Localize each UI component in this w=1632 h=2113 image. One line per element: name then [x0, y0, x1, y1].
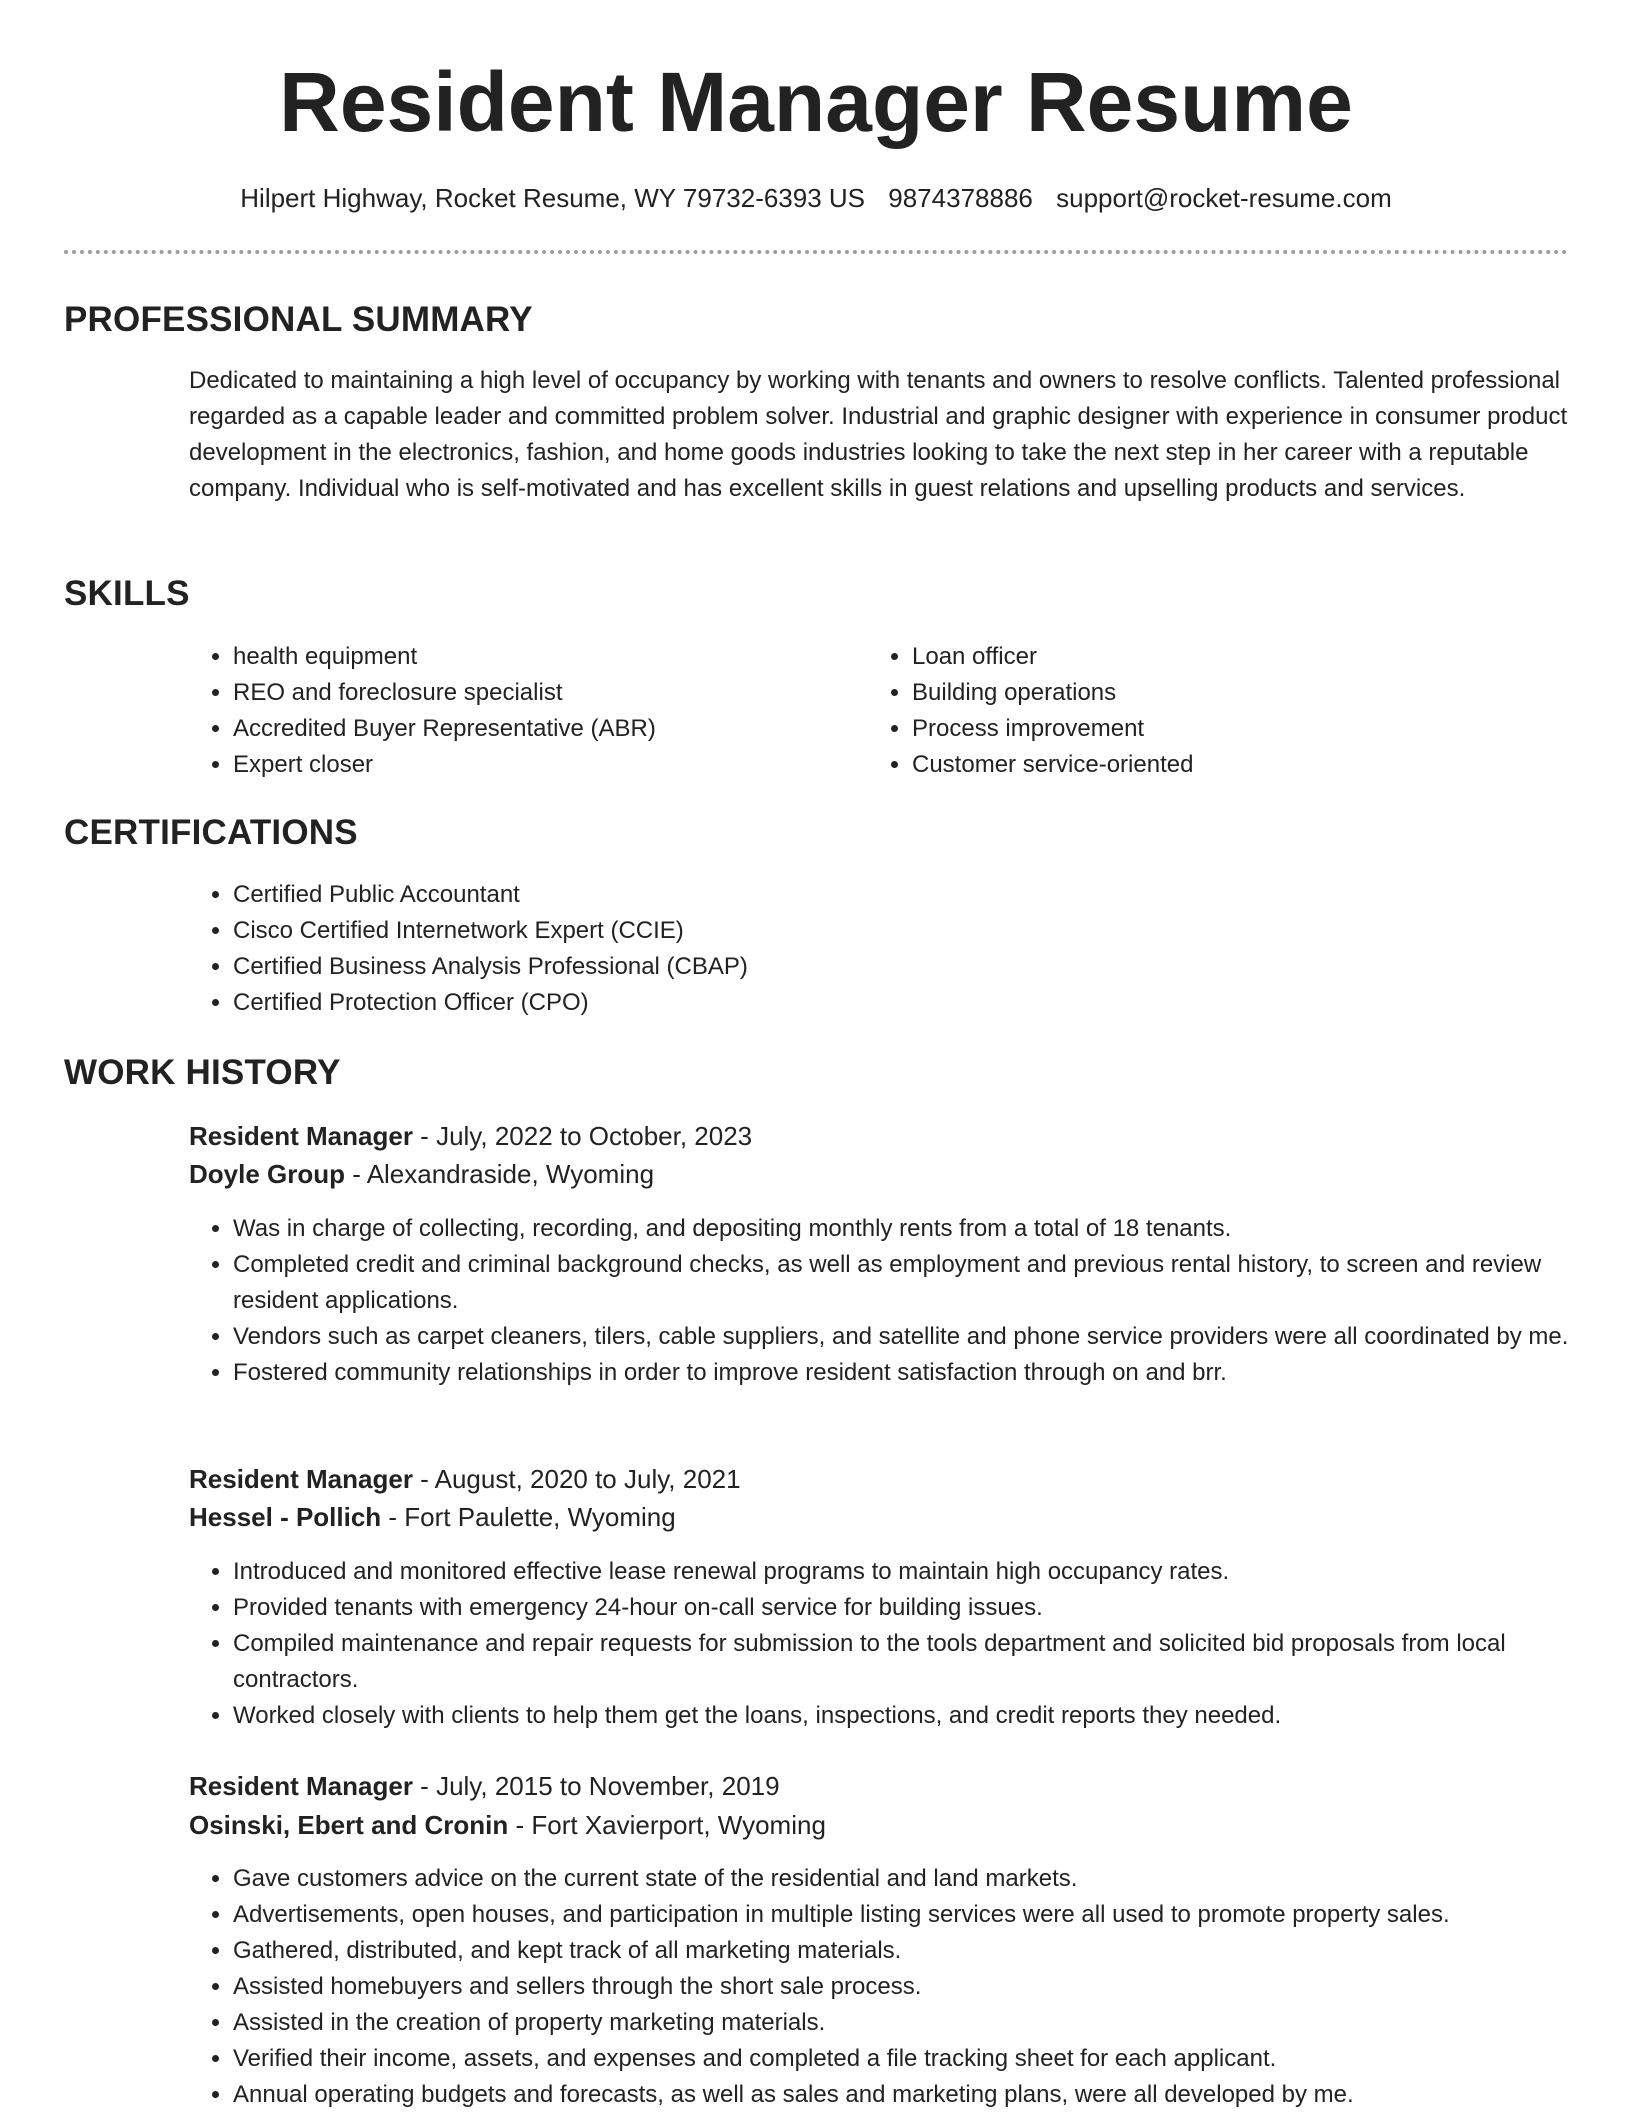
certification-item: • Certified Public Accountant	[233, 877, 1533, 913]
job-bullet: • Annual operating budgets and forecasts, as well as sales and marketing plans, were all developed by me.	[233, 2077, 1613, 2113]
contact-address: Hilpert Highway, Rocket Resume, WY 79732-6393 US	[240, 183, 866, 213]
job-bullet: • Assisted in the creation of property marketing materials.	[233, 2005, 1613, 2041]
job-title-line	[189, 1117, 1569, 1155]
job-company-line	[189, 1498, 1569, 1536]
job-bullet: • Introduced and monitored effective lease renewal programs to maintain high occupancy rates.	[233, 1554, 1613, 1590]
contact-email: support@rocket-resume.com	[1056, 183, 1392, 213]
job-separator: -	[412, 1771, 437, 1801]
certification-item: • Cisco Certified Internetwork Expert (CCIE)	[233, 913, 1533, 949]
job-bullet: • Worked closely with clients to help them get the loans, inspections, and credit reports they needed.	[233, 1698, 1613, 1734]
job-bullet: • Gathered, distributed, and kept track of all marketing materials.	[233, 1933, 1613, 1969]
certifications-list	[189, 877, 1533, 1021]
skill-item: • Building operations	[912, 675, 1572, 711]
job-bullet: • Completed credit and criminal background checks, as well as employment and previous rental history, to screen and review resident applications.	[233, 1247, 1613, 1319]
job-separator: -	[412, 1464, 435, 1494]
certification-item: • Certified Business Analysis Professional (CBAP)	[233, 949, 1533, 985]
summary-text: Dedicated to maintaining a high level of occupancy by working with tenants and owners to resolve conflicts. Talented professional regarded as a capable leader and committed problem solver. Industrial and graphic designer with experience in consumer product development in the electronics, fashion, and home goods industries looking to take the next step in her career with a reputable company. Individual who is self-motivated and has excellent skills in guest relations and upselling products and services.	[189, 367, 1568, 502]
skill-item: • Loan officer	[912, 639, 1572, 675]
job-bullets	[189, 1211, 1613, 1391]
job-bullets	[189, 1554, 1613, 1734]
job-dates: July, 2022 to October, 2023	[436, 1121, 753, 1151]
skill-item: • Expert closer	[233, 747, 853, 783]
job-title: Resident Manager	[189, 1121, 413, 1151]
job-bullet: • Fostered community relationships in order to improve resident satisfaction through on and brr.	[233, 1355, 1613, 1391]
work-history-heading: WORK HISTORY	[64, 1053, 341, 1092]
skill-item: • REO and foreclosure specialist	[233, 675, 853, 711]
skill-item: • Process improvement	[912, 711, 1572, 747]
job-separator: -	[381, 1502, 405, 1532]
skill-item: • Customer service-oriented	[912, 747, 1572, 783]
job-separator: -	[508, 1810, 532, 1840]
job-dates: August, 2020 to July, 2021	[434, 1464, 741, 1494]
job-separator: -	[412, 1121, 437, 1151]
job-title: Resident Manager	[189, 1464, 413, 1494]
skills-heading: SKILLS	[64, 574, 190, 613]
skills-list-right	[868, 639, 1572, 783]
job-bullet: • Assisted homebuyers and sellers through the short sale process.	[233, 1969, 1613, 2005]
job-company: Hessel - Pollich	[189, 1502, 382, 1532]
certification-item: • Certified Protection Officer (CPO)	[233, 985, 1533, 1021]
contact-line	[0, 180, 1632, 216]
job-bullet: • Verified their income, assets, and expenses and completed a file tracking sheet for each applicant.	[233, 2041, 1613, 2077]
job-bullet: • Vendors such as carpet cleaners, tilers, cable suppliers, and satellite and phone service providers were all coordinated by me.	[233, 1319, 1613, 1355]
job-title-line	[189, 1767, 1569, 1805]
job-company: Doyle Group	[189, 1159, 346, 1189]
skills-list-left	[189, 639, 853, 783]
job-location: Alexandraside, Wyoming	[366, 1159, 655, 1189]
job-location: Fort Xavierport, Wyoming	[531, 1810, 826, 1840]
job-company-line	[189, 1155, 1569, 1193]
skill-item: • health equipment	[233, 639, 853, 675]
job-bullet: • Compiled maintenance and repair requests for submission to the tools department and solicited bid proposals from local contractors.	[233, 1626, 1613, 1698]
job-company-line	[189, 1806, 1569, 1844]
job-company: Osinski, Ebert and Cronin	[189, 1810, 509, 1840]
job-location: Fort Paulette, Wyoming	[404, 1502, 676, 1532]
job-separator: -	[345, 1159, 367, 1189]
resume-title: Resident Manager Resume	[279, 55, 1353, 149]
contact-phone: 9874378886	[888, 183, 1033, 213]
job-bullet: • Was in charge of collecting, recording, and depositing monthly rents from a total of 18 tenants.	[233, 1211, 1613, 1247]
job-bullet: • Advertisements, open houses, and participation in multiple listing services were all used to promote property sales.	[233, 1897, 1613, 1933]
header-divider	[64, 250, 1568, 254]
job-bullet: • Gave customers advice on the current state of the residential and land markets.	[233, 1861, 1613, 1897]
job-title-line	[189, 1460, 1569, 1498]
job-bullets	[189, 1861, 1613, 2113]
job-title: Resident Manager	[189, 1771, 413, 1801]
skill-item: • Accredited Buyer Representative (ABR)	[233, 711, 853, 747]
summary-heading: PROFESSIONAL SUMMARY	[64, 300, 533, 339]
job-dates: July, 2015 to November, 2019	[436, 1771, 780, 1801]
job-bullet: • Provided tenants with emergency 24-hour on-call service for building issues.	[233, 1590, 1613, 1626]
certifications-heading: CERTIFICATIONS	[64, 813, 358, 852]
